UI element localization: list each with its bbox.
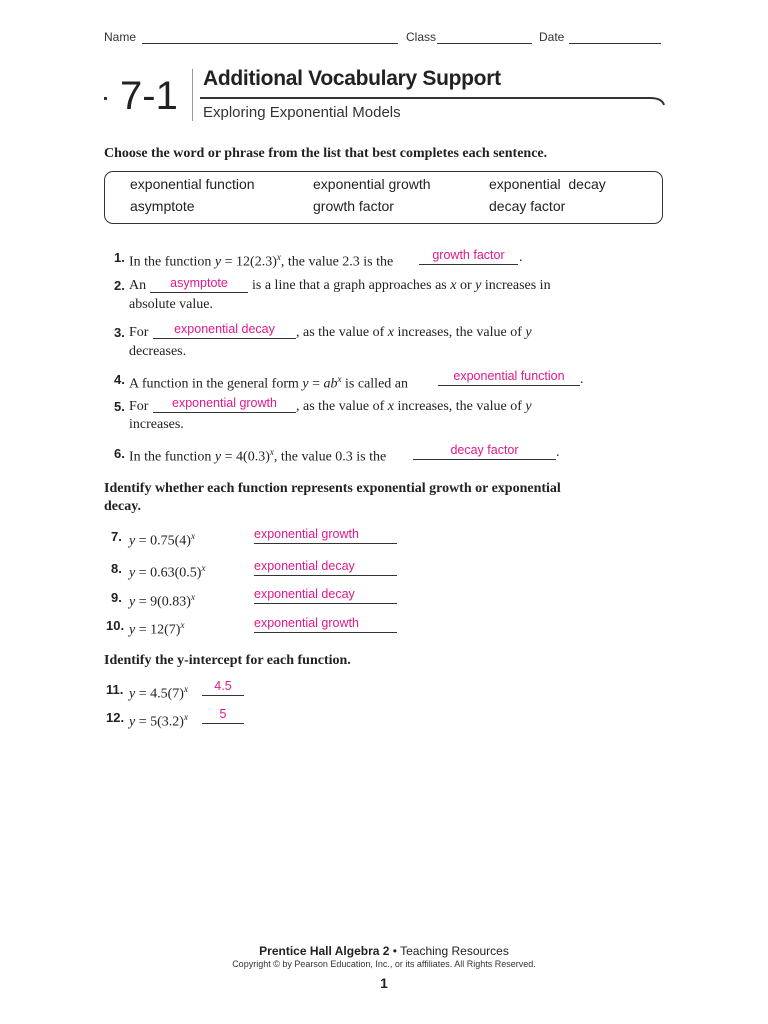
question-number: 4. bbox=[114, 372, 125, 387]
word-bank-item: decay factor bbox=[489, 198, 566, 214]
footer-bullet: • bbox=[392, 944, 397, 958]
question-number: 12. bbox=[106, 710, 125, 725]
answer-4-field[interactable]: exponential function bbox=[438, 369, 580, 386]
title-divider bbox=[192, 69, 193, 121]
word-bank-item: asymptote bbox=[130, 198, 195, 214]
date-label: Date bbox=[539, 30, 565, 44]
question-2-text-a: An bbox=[129, 278, 147, 293]
period: . bbox=[556, 445, 560, 460]
footer-book: Prentice Hall Algebra 2 bbox=[259, 944, 390, 958]
section2-instruction-cont: decay. bbox=[104, 499, 141, 514]
date-field[interactable] bbox=[569, 43, 661, 44]
period: . bbox=[580, 372, 584, 387]
title-rule bbox=[200, 94, 666, 106]
page-number: 1 bbox=[380, 975, 388, 991]
footer-credit bbox=[0, 944, 768, 958]
question-11-function: $y = 4.5(7)^x$ bbox=[129, 684, 188, 702]
answer-2-field[interactable]: asymptote bbox=[150, 276, 248, 293]
question-2-text-b: is a line that a graph approaches as x or y increases in bbox=[252, 278, 551, 293]
question-1-text: In the function $y = 12(2.3)^x$, the value 2.3 is the bbox=[129, 252, 394, 270]
answer-1-field[interactable]: growth factor bbox=[419, 248, 518, 265]
answer-5-field[interactable]: exponential growth bbox=[153, 396, 296, 413]
question-5-text-c: increases. bbox=[129, 417, 184, 432]
answer-12-field[interactable]: 5 bbox=[202, 707, 244, 724]
question-12-function: $y = 5(3.2)^x$ bbox=[129, 712, 188, 730]
answer-6-field[interactable]: decay factor bbox=[413, 443, 556, 460]
word-bank-item: exponential decay bbox=[489, 176, 606, 192]
question-3-text-c: decreases. bbox=[129, 344, 187, 359]
answer-3-field[interactable]: exponential decay bbox=[153, 322, 296, 339]
question-7-function: $y = 0.75(4)^x$ bbox=[129, 531, 195, 549]
question-number: 2. bbox=[114, 278, 125, 293]
word-bank-item: growth factor bbox=[313, 198, 394, 214]
word-bank-item: exponential function bbox=[130, 176, 255, 192]
question-4-text: A function in the general form $y = ab^x$ is called an bbox=[129, 374, 409, 392]
section3-instruction: Identify the y-intercept for each function. bbox=[104, 653, 351, 668]
section1-instruction: Choose the word or phrase from the list that best completes each sentence. bbox=[104, 146, 548, 161]
page-subtitle: Exploring Exponential Models bbox=[203, 104, 401, 121]
answer-8-field[interactable]: exponential decay bbox=[254, 559, 397, 576]
name-field[interactable] bbox=[142, 43, 398, 44]
question-2-text-c: absolute value. bbox=[129, 297, 213, 312]
question-number: 10. bbox=[106, 618, 125, 633]
question-number: 8. bbox=[111, 561, 122, 576]
footer-resource: Teaching Resources bbox=[400, 944, 509, 958]
question-3-text-a: For bbox=[129, 325, 149, 340]
question-9-function: $y = 9(0.83)^x$ bbox=[129, 592, 195, 610]
question-number: 9. bbox=[111, 590, 122, 605]
word-bank-item: exponential growth bbox=[313, 176, 431, 192]
footer-copyright: Copyright © by Pearson Education, Inc., or its affiliates. All Rights Reserved. bbox=[232, 959, 536, 969]
word-bank bbox=[104, 171, 663, 224]
answer-10-field[interactable]: exponential growth bbox=[254, 616, 397, 633]
question-number: 3. bbox=[114, 325, 125, 340]
answer-7-field[interactable]: exponential growth bbox=[254, 527, 397, 544]
answer-9-field[interactable]: exponential decay bbox=[254, 587, 397, 604]
name-label: Name bbox=[104, 30, 137, 44]
answer-11-field[interactable]: 4.5 bbox=[202, 679, 244, 696]
lesson-number: 7-1 bbox=[120, 74, 178, 118]
question-5-text-b: , as the value of x increases, the value of y bbox=[296, 399, 532, 414]
class-label: Class bbox=[406, 30, 437, 44]
question-10-function: $y = 12(7)^x$ bbox=[129, 620, 185, 638]
section2-instruction: Identify whether each function represents exponential growth or exponential bbox=[104, 481, 561, 496]
question-8-function: $y = 0.63(0.5)^x$ bbox=[129, 563, 206, 581]
question-number: 5. bbox=[114, 399, 125, 414]
question-number: 1. bbox=[114, 250, 125, 265]
page-title: Additional Vocabulary Support bbox=[203, 67, 501, 90]
decorative-dot bbox=[104, 97, 107, 100]
period: . bbox=[519, 250, 523, 265]
question-number: 7. bbox=[111, 529, 122, 544]
question-5-text-a: For bbox=[129, 399, 149, 414]
question-6-text: In the function $y = 4(0.3)^x$, the value 0.3 is the bbox=[129, 447, 387, 465]
question-number: 11. bbox=[106, 682, 124, 697]
class-field[interactable] bbox=[437, 43, 532, 44]
question-number: 6. bbox=[114, 446, 125, 461]
question-3-text-b: , as the value of x increases, the value of y bbox=[296, 325, 532, 340]
